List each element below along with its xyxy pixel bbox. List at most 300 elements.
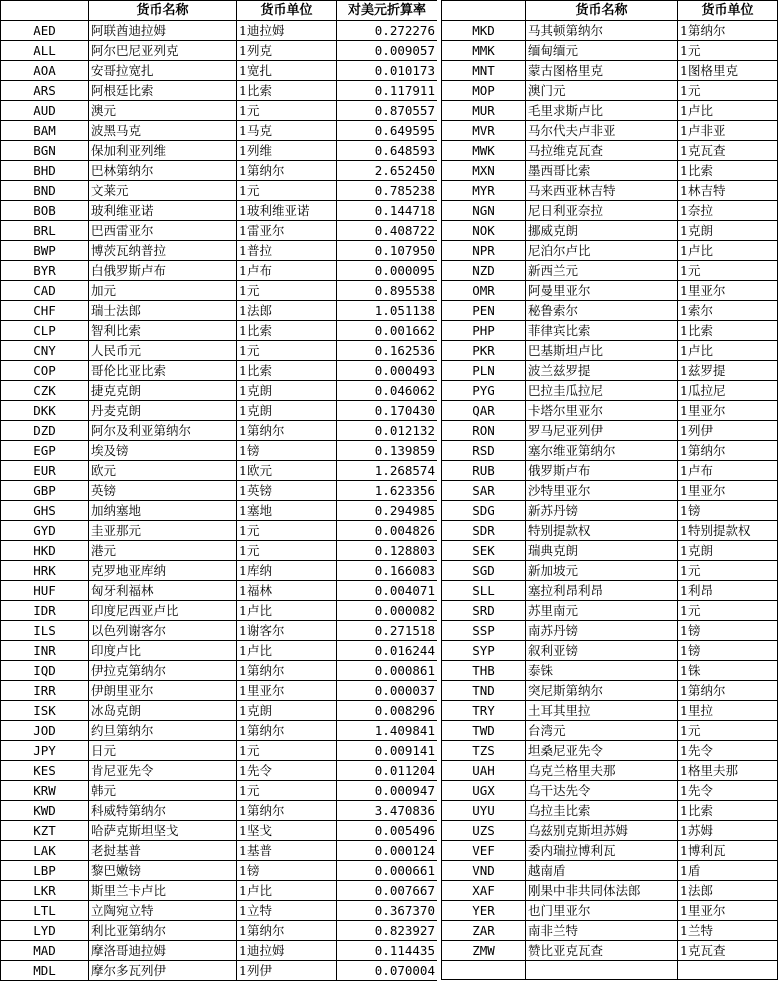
currency-unit: 1塞地	[237, 501, 337, 521]
currency-code: DKK	[1, 401, 89, 421]
table-row	[442, 821, 778, 841]
currency-name: 阿曼里亚尔	[526, 281, 678, 301]
currency-unit: 1英镑	[237, 481, 337, 501]
currency-code: ISK	[1, 701, 89, 721]
currency-code: JOD	[1, 721, 89, 741]
currency-code: KZT	[1, 821, 89, 841]
table-row	[442, 221, 778, 241]
table-row	[1, 601, 438, 621]
currency-unit: 1索尔	[678, 301, 778, 321]
header-rate: 对美元折算率	[337, 1, 438, 21]
table-row	[442, 341, 778, 361]
currency-name: 伊拉克第纳尔	[89, 661, 237, 681]
currency-name: 瑞典克朗	[526, 541, 678, 561]
currency-name: 也门里亚尔	[526, 901, 678, 921]
currency-name: 保加利亚列维	[89, 141, 237, 161]
header-row	[442, 1, 778, 21]
currency-name: 文莱元	[89, 181, 237, 201]
currency-code: MXN	[442, 161, 526, 181]
table-row	[1, 221, 438, 241]
currency-code: HUF	[1, 581, 89, 601]
currency-name: 坦桑尼亚先令	[526, 741, 678, 761]
table-row	[442, 301, 778, 321]
currency-name: 刚果中非共同体法郎	[526, 881, 678, 901]
currency-name: 巴林第纳尔	[89, 161, 237, 181]
currency-unit: 1元	[237, 741, 337, 761]
currency-code: MMK	[442, 41, 526, 61]
currency-code: LYD	[1, 921, 89, 941]
currency-name: 瑞士法郎	[89, 301, 237, 321]
currency-unit: 1坚戈	[237, 821, 337, 841]
currency-code: TZS	[442, 741, 526, 761]
currency-name: 埃及镑	[89, 441, 237, 461]
table-row	[442, 81, 778, 101]
usd-rate: 0.008296	[337, 701, 438, 721]
currency-name: 哈萨克斯坦坚戈	[89, 821, 237, 841]
currency-unit: 1元	[237, 181, 337, 201]
currency-name: 塞尔维亚第纳尔	[526, 441, 678, 461]
usd-rate: 0.070004	[337, 961, 438, 981]
currency-name: 特别提款权	[526, 521, 678, 541]
currency-unit: 1克瓦查	[678, 141, 778, 161]
table-row	[442, 941, 778, 961]
currency-code: BHD	[1, 161, 89, 181]
table-row	[442, 381, 778, 401]
currency-code: RUB	[442, 461, 526, 481]
usd-rate: 0.000037	[337, 681, 438, 701]
currency-code: DZD	[1, 421, 89, 441]
currency-unit: 1宽扎	[237, 61, 337, 81]
currency-name: 人民币元	[89, 341, 237, 361]
currency-name: 黎巴嫩镑	[89, 861, 237, 881]
table-row	[1, 321, 438, 341]
table-row	[442, 581, 778, 601]
table-row	[1, 481, 438, 501]
currency-name: 白俄罗斯卢布	[89, 261, 237, 281]
table-row	[1, 721, 438, 741]
currency-unit: 1元	[237, 521, 337, 541]
currency-name: 罗马尼亚列伊	[526, 421, 678, 441]
usd-rate: 0.004826	[337, 521, 438, 541]
currency-unit: 1兹罗提	[678, 361, 778, 381]
currency-name: 伊朗里亚尔	[89, 681, 237, 701]
currency-code: UZS	[442, 821, 526, 841]
table-row	[442, 921, 778, 941]
currency-name: 印度卢比	[89, 641, 237, 661]
table-row	[1, 141, 438, 161]
table-row	[1, 681, 438, 701]
currency-code: KES	[1, 761, 89, 781]
table-row	[442, 361, 778, 381]
currency-code: LBP	[1, 861, 89, 881]
usd-rate: 0.004071	[337, 581, 438, 601]
currency-unit: 1克瓦查	[678, 941, 778, 961]
currency-code: GBP	[1, 481, 89, 501]
usd-rate: 0.166083	[337, 561, 438, 581]
currency-name: 秘鲁索尔	[526, 301, 678, 321]
currency-name: 波兰兹罗提	[526, 361, 678, 381]
currency-name: 加纳塞地	[89, 501, 237, 521]
currency-name: 墨西哥比索	[526, 161, 678, 181]
currency-name: 加元	[89, 281, 237, 301]
table-row	[1, 841, 438, 861]
table-row	[1, 441, 438, 461]
currency-name: 匈牙利福林	[89, 581, 237, 601]
header-unit: 货币单位	[237, 1, 337, 21]
currency-name: 摩洛哥迪拉姆	[89, 941, 237, 961]
usd-rate: 0.001662	[337, 321, 438, 341]
currency-name: 澳元	[89, 101, 237, 121]
currency-name: 沙特里亚尔	[526, 481, 678, 501]
header-row	[1, 1, 438, 21]
usd-rate: 0.144718	[337, 201, 438, 221]
currency-code: PEN	[442, 301, 526, 321]
usd-rate: 0.649595	[337, 121, 438, 141]
currency-name: 乌兹别克斯坦苏姆	[526, 821, 678, 841]
currency-code: BOB	[1, 201, 89, 221]
table-row	[1, 381, 438, 401]
usd-rate: 0.010173	[337, 61, 438, 81]
usd-rate: 0.016244	[337, 641, 438, 661]
currency-unit: 1镑	[237, 861, 337, 881]
currency-code: JPY	[1, 741, 89, 761]
currency-unit: 1元	[678, 721, 778, 741]
table-row	[1, 461, 438, 481]
table-row	[442, 321, 778, 341]
currency-unit: 1卢比	[237, 601, 337, 621]
table-row	[1, 821, 438, 841]
usd-rate: 0.785238	[337, 181, 438, 201]
currency-unit: 1第纳尔	[678, 681, 778, 701]
usd-rate: 0.139859	[337, 441, 438, 461]
currency-unit: 1里亚尔	[237, 681, 337, 701]
currency-unit: 1元	[678, 601, 778, 621]
currency-code: NPR	[442, 241, 526, 261]
currency-name: 赞比亚克瓦查	[526, 941, 678, 961]
currency-code: TRY	[442, 701, 526, 721]
currency-name	[526, 961, 678, 980]
currency-name: 毛里求斯卢比	[526, 101, 678, 121]
currency-name: 阿联酋迪拉姆	[89, 21, 237, 41]
usd-rate: 0.000661	[337, 861, 438, 881]
currency-unit: 1欧元	[237, 461, 337, 481]
table-row	[442, 261, 778, 281]
currency-unit: 1第纳尔	[237, 421, 337, 441]
table-row	[442, 901, 778, 921]
currency-unit: 1列克	[237, 41, 337, 61]
table-row	[1, 881, 438, 901]
currency-code: ALL	[1, 41, 89, 61]
currency-unit: 1盾	[678, 861, 778, 881]
table-row	[442, 881, 778, 901]
currency-code: HKD	[1, 541, 89, 561]
currency-code: RON	[442, 421, 526, 441]
currency-name: 圭亚那元	[89, 521, 237, 541]
table-row	[442, 961, 778, 980]
currency-code: SAR	[442, 481, 526, 501]
table-row	[442, 701, 778, 721]
table-row	[442, 101, 778, 121]
header-code	[1, 1, 89, 21]
table-row	[442, 521, 778, 541]
table-row	[1, 501, 438, 521]
currency-name: 港元	[89, 541, 237, 561]
currency-unit: 1镑	[678, 621, 778, 641]
currency-name: 克罗地亚库纳	[89, 561, 237, 581]
currency-name: 俄罗斯卢布	[526, 461, 678, 481]
usd-rate: 0.007667	[337, 881, 438, 901]
currency-code: BRL	[1, 221, 89, 241]
currency-unit: 1元	[678, 41, 778, 61]
table-row	[442, 201, 778, 221]
currency-unit: 1迪拉姆	[237, 21, 337, 41]
currency-code: SDR	[442, 521, 526, 541]
table-row	[1, 541, 438, 561]
currency-code: ILS	[1, 621, 89, 641]
currency-name: 科威特第纳尔	[89, 801, 237, 821]
currency-code: CZK	[1, 381, 89, 401]
table-row	[1, 301, 438, 321]
usd-rate: 0.895538	[337, 281, 438, 301]
currency-unit: 1卢布	[237, 261, 337, 281]
currency-name: 肯尼亚先令	[89, 761, 237, 781]
currency-unit: 1元	[678, 261, 778, 281]
table-row	[442, 121, 778, 141]
currency-code: LKR	[1, 881, 89, 901]
currency-code: MWK	[442, 141, 526, 161]
currency-name: 韩元	[89, 781, 237, 801]
currency-code: COP	[1, 361, 89, 381]
currency-code: AUD	[1, 101, 89, 121]
table-row	[442, 421, 778, 441]
currency-code: NOK	[442, 221, 526, 241]
usd-rate: 0.271518	[337, 621, 438, 641]
currency-name: 巴拉圭瓜拉尼	[526, 381, 678, 401]
table-row	[1, 661, 438, 681]
currency-unit: 1里亚尔	[678, 281, 778, 301]
currency-unit: 1比索	[237, 81, 337, 101]
usd-rate: 3.470836	[337, 801, 438, 821]
currency-code: ARS	[1, 81, 89, 101]
currency-name: 乌干达先令	[526, 781, 678, 801]
currency-code: MKD	[442, 21, 526, 41]
currency-unit: 1克朗	[237, 701, 337, 721]
table-row	[442, 801, 778, 821]
table-row	[442, 281, 778, 301]
currency-name: 土耳其里拉	[526, 701, 678, 721]
currency-unit: 1苏姆	[678, 821, 778, 841]
currency-name: 马其顿第纳尔	[526, 21, 678, 41]
currency-unit: 1卢比	[237, 641, 337, 661]
currency-name: 卡塔尔里亚尔	[526, 401, 678, 421]
currency-unit: 1第纳尔	[237, 801, 337, 821]
currency-unit: 1玻利维亚诺	[237, 201, 337, 221]
currency-name: 摩尔多瓦列伊	[89, 961, 237, 981]
currency-code: AED	[1, 21, 89, 41]
table-row	[442, 621, 778, 641]
table-row	[1, 61, 438, 81]
currency-code: PHP	[442, 321, 526, 341]
currency-unit: 1卢非亚	[678, 121, 778, 141]
table-row	[442, 541, 778, 561]
usd-rate: 0.272276	[337, 21, 438, 41]
currency-name: 玻利维亚诺	[89, 201, 237, 221]
currency-name: 安哥拉宽扎	[89, 61, 237, 81]
currency-code: LTL	[1, 901, 89, 921]
currency-name: 新西兰元	[526, 261, 678, 281]
currency-code: HRK	[1, 561, 89, 581]
currency-code: CLP	[1, 321, 89, 341]
currency-name: 马来西亚林吉特	[526, 181, 678, 201]
header-name: 货币名称	[89, 1, 237, 21]
currency-code: VND	[442, 861, 526, 881]
currency-name: 智利比索	[89, 321, 237, 341]
currency-unit: 1先令	[237, 761, 337, 781]
currency-code: MOP	[442, 81, 526, 101]
usd-rate: 1.623356	[337, 481, 438, 501]
currency-code: RSD	[442, 441, 526, 461]
currency-code: VEF	[442, 841, 526, 861]
currency-unit: 1先令	[678, 741, 778, 761]
usd-rate: 0.009141	[337, 741, 438, 761]
currency-unit: 1谢客尔	[237, 621, 337, 641]
table-row	[1, 21, 438, 41]
usd-rate: 0.000095	[337, 261, 438, 281]
currency-unit: 1元	[237, 781, 337, 801]
table-row	[442, 681, 778, 701]
currency-unit: 1元	[237, 101, 337, 121]
table-row	[1, 941, 438, 961]
usd-rate: 0.000124	[337, 841, 438, 861]
currency-code: XAF	[442, 881, 526, 901]
currency-name: 新加坡元	[526, 561, 678, 581]
currency-code: BGN	[1, 141, 89, 161]
table-row	[442, 161, 778, 181]
currency-code: BWP	[1, 241, 89, 261]
currency-name: 马尔代夫卢非亚	[526, 121, 678, 141]
currency-name: 台湾元	[526, 721, 678, 741]
currency-name: 以色列谢客尔	[89, 621, 237, 641]
currency-unit: 1比索	[237, 361, 337, 381]
currency-unit: 1镑	[678, 641, 778, 661]
currency-name: 南非兰特	[526, 921, 678, 941]
table-row	[442, 861, 778, 881]
usd-rate: 0.107950	[337, 241, 438, 261]
currency-code: NZD	[442, 261, 526, 281]
currency-unit: 1元	[237, 281, 337, 301]
currency-name: 老挝基普	[89, 841, 237, 861]
currency-code: IQD	[1, 661, 89, 681]
header-code	[442, 1, 526, 21]
currency-name: 欧元	[89, 461, 237, 481]
currency-name: 苏里南元	[526, 601, 678, 621]
currency-name: 南苏丹镑	[526, 621, 678, 641]
usd-rate: 0.005496	[337, 821, 438, 841]
currency-unit: 1雷亚尔	[237, 221, 337, 241]
table-row	[1, 521, 438, 541]
currency-unit: 1法郎	[237, 301, 337, 321]
currency-unit: 1克朗	[237, 401, 337, 421]
usd-rate: 0.000861	[337, 661, 438, 681]
currency-code: SGD	[442, 561, 526, 581]
currency-unit: 1林吉特	[678, 181, 778, 201]
table-row	[1, 101, 438, 121]
usd-rate: 0.823927	[337, 921, 438, 941]
currency-unit: 1元	[237, 541, 337, 561]
currency-name: 缅甸缅元	[526, 41, 678, 61]
table-row	[1, 581, 438, 601]
currency-name: 突尼斯第纳尔	[526, 681, 678, 701]
table-row	[442, 481, 778, 501]
table-row	[1, 781, 438, 801]
currency-code: MVR	[442, 121, 526, 141]
currency-unit: 1列伊	[237, 961, 337, 981]
currency-unit: 1福林	[237, 581, 337, 601]
currency-unit: 1格里夫那	[678, 761, 778, 781]
table-row	[1, 341, 438, 361]
currency-name: 捷克克朗	[89, 381, 237, 401]
table-row	[442, 141, 778, 161]
currency-code: SEK	[442, 541, 526, 561]
currency-name: 冰岛克朗	[89, 701, 237, 721]
table-row	[1, 401, 438, 421]
table-row	[442, 181, 778, 201]
currency-code: IRR	[1, 681, 89, 701]
table-row	[442, 501, 778, 521]
usd-rate: 1.409841	[337, 721, 438, 741]
currency-name: 立陶宛立特	[89, 901, 237, 921]
table-row	[442, 741, 778, 761]
currency-code: UYU	[442, 801, 526, 821]
table-row	[442, 61, 778, 81]
table-row	[1, 561, 438, 581]
currency-unit: 1兰特	[678, 921, 778, 941]
currency-code: PYG	[442, 381, 526, 401]
currency-name: 泰铢	[526, 661, 678, 681]
currency-code: UAH	[442, 761, 526, 781]
currency-unit: 1列伊	[678, 421, 778, 441]
currency-code: CAD	[1, 281, 89, 301]
currency-code: NGN	[442, 201, 526, 221]
currency-name: 澳门元	[526, 81, 678, 101]
table-row	[1, 201, 438, 221]
currency-unit: 1列维	[237, 141, 337, 161]
table-row	[1, 921, 438, 941]
currency-unit: 1卢比	[678, 101, 778, 121]
usd-rate: 0.870557	[337, 101, 438, 121]
currency-code: OMR	[442, 281, 526, 301]
currency-name: 巴西雷亚尔	[89, 221, 237, 241]
currency-unit: 1第纳尔	[237, 161, 337, 181]
table-row	[1, 901, 438, 921]
table-row	[1, 261, 438, 281]
currency-name: 斯里兰卡卢比	[89, 881, 237, 901]
currency-unit: 1镑	[237, 441, 337, 461]
currency-unit: 1克朗	[678, 221, 778, 241]
currency-unit: 1普拉	[237, 241, 337, 261]
currency-code: GYD	[1, 521, 89, 541]
currency-code: SDG	[442, 501, 526, 521]
currency-code: MYR	[442, 181, 526, 201]
table-row	[1, 741, 438, 761]
currency-name: 尼泊尔卢比	[526, 241, 678, 261]
table-row	[1, 801, 438, 821]
currency-code: EUR	[1, 461, 89, 481]
currency-name: 阿尔及利亚第纳尔	[89, 421, 237, 441]
currency-name: 丹麦克朗	[89, 401, 237, 421]
currency-code: KWD	[1, 801, 89, 821]
currency-name: 阿尔巴尼亚列克	[89, 41, 237, 61]
